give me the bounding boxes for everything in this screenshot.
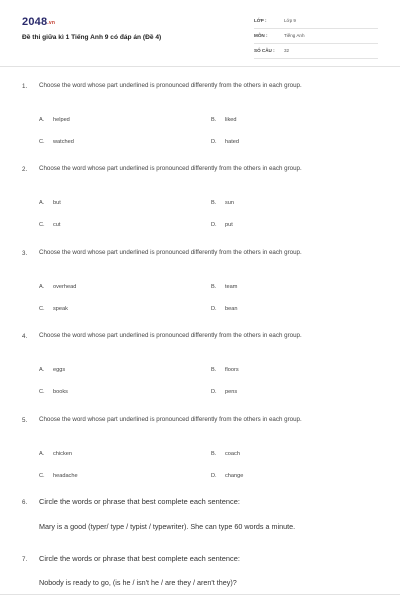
option-text: liked	[225, 117, 237, 123]
option-text: hated	[225, 139, 239, 145]
question-number: 3.	[22, 250, 28, 257]
question-number: 2.	[22, 166, 28, 173]
option-a[interactable]	[39, 451, 72, 457]
option-letter: A.	[39, 451, 45, 457]
option-d[interactable]	[211, 389, 237, 395]
option-b[interactable]	[211, 284, 237, 290]
option-letter: C.	[39, 139, 45, 145]
option-d[interactable]	[211, 222, 233, 228]
meta-row-count	[254, 44, 378, 59]
logo-main: 2048	[22, 16, 48, 28]
option-c[interactable]	[39, 473, 78, 479]
option-letter: D.	[211, 306, 217, 312]
question-number: 1.	[22, 83, 28, 90]
option-b[interactable]	[211, 451, 240, 457]
meta-value: 32	[284, 48, 290, 53]
meta-value: Lớp 9	[284, 18, 296, 23]
question-number: 4.	[22, 333, 28, 340]
question-text: Circle the words or phrase that best complete each sentence:	[39, 497, 240, 506]
option-text: pens	[225, 389, 238, 395]
option-text: floors	[225, 367, 239, 373]
option-letter: B.	[211, 200, 217, 206]
option-letter: D.	[211, 473, 217, 479]
option-letter: A.	[39, 367, 45, 373]
option-c[interactable]	[39, 306, 68, 312]
option-text: change	[225, 473, 244, 479]
exam-title: Đề thi giữa kì 1 Tiếng Anh 9 có đáp án (Đề 4)	[22, 34, 162, 41]
footer-divider	[0, 594, 400, 595]
question-text: Choose the word whose part underlined is pronounced differently from the others in each group.	[39, 332, 302, 339]
option-text: put	[225, 222, 233, 228]
site-logo[interactable]	[22, 16, 55, 28]
option-text: headache	[53, 473, 78, 479]
option-b[interactable]	[211, 117, 237, 123]
question-text: Choose the word whose part underlined is pronounced differently from the others in each group.	[39, 165, 302, 172]
option-a[interactable]	[39, 284, 76, 290]
question-number: 7.	[22, 556, 28, 563]
meta-key: LỚP :	[254, 18, 267, 23]
option-b[interactable]	[211, 367, 239, 373]
option-letter: D.	[211, 222, 217, 228]
question-sentence: Nobody is ready to go, (is he / isn't he / are they / aren't they)?	[39, 578, 237, 587]
meta-key: SỐ CÂU :	[254, 48, 275, 53]
option-letter: C.	[39, 473, 45, 479]
option-letter: C.	[39, 306, 45, 312]
question-text: Choose the word whose part underlined is pronounced differently from the others in each group.	[39, 416, 302, 423]
option-text: coach	[225, 451, 240, 457]
meta-key: MÔN :	[254, 33, 268, 38]
option-letter: A.	[39, 117, 45, 123]
option-text: team	[225, 284, 238, 290]
option-text: bean	[225, 306, 238, 312]
option-letter: C.	[39, 222, 45, 228]
option-letter: B.	[211, 117, 217, 123]
option-text: overhead	[53, 284, 77, 290]
option-text: cut	[53, 222, 61, 228]
page-header	[0, 0, 400, 66]
option-letter: D.	[211, 389, 217, 395]
option-text: sun	[225, 200, 235, 206]
option-a[interactable]	[39, 200, 61, 206]
question-text: Circle the words or phrase that best complete each sentence:	[39, 554, 240, 563]
meta-value: Tiếng Anh	[284, 33, 305, 38]
question-text: Choose the word whose part underlined is pronounced differently from the others in each group.	[39, 82, 302, 89]
option-text: watched	[53, 139, 74, 145]
option-c[interactable]	[39, 139, 74, 145]
option-letter: B.	[211, 284, 217, 290]
logo-suffix: .vn	[47, 20, 56, 26]
meta-row-subject	[254, 29, 378, 44]
option-b[interactable]	[211, 200, 234, 206]
option-text: speak	[53, 306, 68, 312]
option-d[interactable]	[211, 139, 239, 145]
exam-meta	[254, 14, 378, 59]
header-divider	[0, 66, 400, 67]
option-d[interactable]	[211, 473, 243, 479]
option-letter: A.	[39, 200, 45, 206]
question-sentence: Mary is a good (typer/ type / typist / typewriter). She can type 60 words a minute.	[39, 522, 296, 531]
option-text: helped	[53, 117, 70, 123]
option-letter: D.	[211, 139, 217, 145]
question-number: 6.	[22, 499, 28, 506]
option-letter: B.	[211, 451, 217, 457]
question-text: Choose the word whose part underlined is pronounced differently from the others in each group.	[39, 249, 302, 256]
question-number: 5.	[22, 417, 28, 424]
option-c[interactable]	[39, 222, 60, 228]
option-c[interactable]	[39, 389, 68, 395]
option-text: books	[53, 389, 68, 395]
option-d[interactable]	[211, 306, 237, 312]
option-letter: A.	[39, 284, 45, 290]
option-a[interactable]	[39, 117, 70, 123]
option-text: but	[53, 200, 61, 206]
option-letter: B.	[211, 367, 217, 373]
meta-row-class	[254, 14, 378, 29]
option-letter: C.	[39, 389, 45, 395]
option-a[interactable]	[39, 367, 65, 373]
option-text: chicken	[53, 451, 72, 457]
option-text: eggs	[53, 367, 66, 373]
